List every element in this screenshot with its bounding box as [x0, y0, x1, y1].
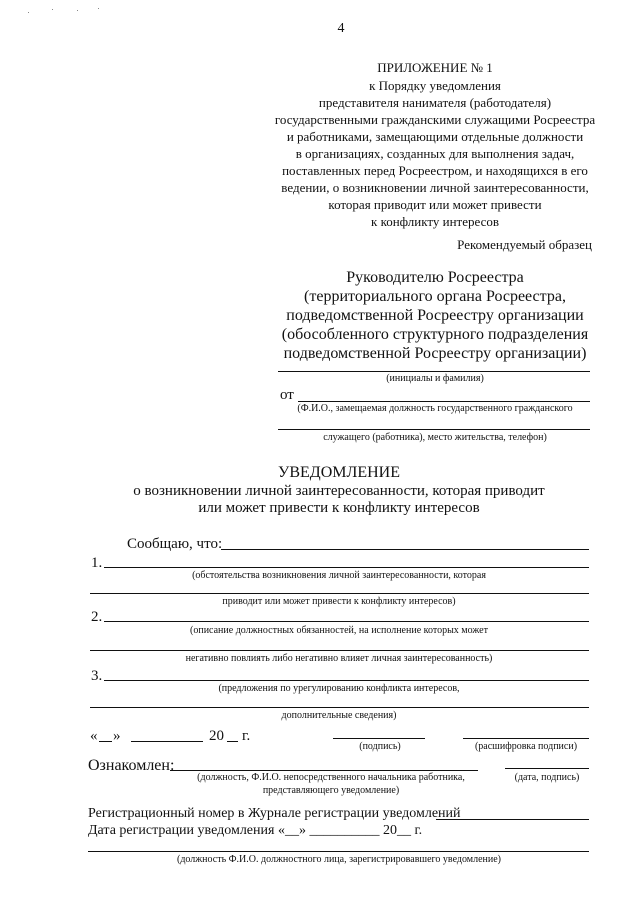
addressee-line: Руководителю Росреестра [346, 269, 524, 286]
item-line[interactable] [104, 621, 589, 622]
from-caption: служащего (работника), место жительства, телефон) [323, 432, 547, 443]
report-line[interactable] [221, 549, 589, 550]
acquainted-caption: представляющего уведомление) [262, 785, 400, 796]
scan-speck [77, 10, 78, 11]
appendix-line: поставленных перед Росреестром, и находящихся в его [282, 163, 588, 178]
appendix-line: к конфликту интересов [371, 214, 499, 229]
item-line[interactable] [104, 567, 589, 568]
date-quote-close: » [113, 728, 121, 744]
appendix-line: к Порядку уведомления [369, 78, 501, 93]
page-number: 4 [337, 21, 345, 36]
from-caption: (Ф.И.О., замещаемая должность государственного гражданского [297, 403, 573, 414]
initials-caption: (инициалы и фамилия) [386, 373, 484, 384]
registration-number-label: Регистрационный номер в Журнале регистрации уведомлений [88, 806, 461, 821]
registration-number-line[interactable] [436, 819, 589, 820]
appendix-line: государственными гражданскими служащими Росреестра [274, 112, 596, 127]
item-number: 3. [91, 668, 103, 684]
date-day-line[interactable] [99, 741, 112, 742]
addressee-line: подведомственной Росреестру организации) [283, 345, 587, 362]
appendix-line: и работниками, замещающими отдельные должности [286, 129, 584, 144]
initials-line[interactable] [278, 371, 590, 372]
scan-speck [52, 9, 53, 10]
notice-subtitle: о возникновении личной заинтересованности, которая приводит [133, 483, 545, 499]
signature-line[interactable] [333, 738, 425, 739]
date-year-line[interactable] [227, 741, 238, 742]
acquainted-date-caption: (дата, подпись) [514, 772, 580, 783]
addressee-line: (территориального органа Росреестра, [304, 288, 566, 305]
notice-title: УВЕДОМЛЕНИЕ [278, 464, 400, 481]
appendix-line: в организациях, созданных для выполнения задач, [295, 146, 575, 161]
item-line-2[interactable] [90, 707, 589, 708]
item-caption: негативно повлиять либо негативно влияет личная заинтересованность) [185, 653, 493, 664]
decoding-caption: (расшифровка подписи) [474, 741, 578, 752]
date-quote-open: « [90, 728, 98, 744]
recommended-sample: Рекомендуемый образец [457, 237, 592, 252]
item-caption: (обстоятельства возникновения личной заинтересованности, которая [192, 570, 486, 581]
from-line-2[interactable] [278, 429, 590, 430]
registration-official-caption: (должность Ф.И.О. должностного лица, зарегистрировавшего уведомление) [177, 854, 501, 865]
decoding-line[interactable] [463, 738, 589, 739]
from-line[interactable] [298, 401, 590, 402]
item-number: 2. [91, 609, 103, 625]
acquainted-line[interactable] [170, 770, 478, 771]
signature-caption: (подпись) [359, 741, 401, 752]
item-line-2[interactable] [90, 650, 589, 651]
item-line-2[interactable] [90, 593, 589, 594]
appendix-line: представителя нанимателя (работодателя) [318, 95, 552, 110]
item-number: 1. [91, 555, 103, 571]
item-caption: (предложения по урегулированию конфликта интересов, [218, 683, 460, 694]
notice-subtitle: или может привести к конфликту интересов [198, 500, 480, 516]
scan-speck [98, 8, 99, 9]
acquainted-caption: (должность, Ф.И.О. непосредственного начальника работника, [197, 772, 465, 783]
date-month-line[interactable] [131, 741, 203, 742]
appendix-line: ведении, о возникновении личной заинтересованности, [281, 180, 589, 195]
appendix-line: которая приводит или может привести [328, 197, 542, 212]
item-caption: (описание должностных обязанностей, на исполнение которых может [190, 625, 488, 636]
item-line[interactable] [104, 680, 589, 681]
registration-date-label: Дата регистрации уведомления «__» __________ 20__ г. [88, 823, 423, 838]
report-label: Сообщаю, что: [127, 536, 223, 552]
acquainted-date-line[interactable] [505, 768, 589, 769]
from-label: от [280, 387, 294, 403]
appendix-title: ПРИЛОЖЕНИЕ № 1 [377, 60, 493, 75]
item-caption: дополнительные сведения) [281, 710, 397, 721]
addressee-line: подведомственной Росреестру организации [286, 307, 584, 324]
date-year-prefix: 20 [209, 728, 224, 744]
scan-speck [28, 12, 29, 13]
date-year-suffix: г. [242, 728, 251, 744]
addressee-line: (обособленного структурного подразделения [281, 326, 589, 343]
item-caption: приводит или может привести к конфликту интересов) [222, 596, 456, 607]
registration-official-line[interactable] [88, 851, 589, 852]
acquainted-label: Ознакомлен: [88, 757, 175, 774]
